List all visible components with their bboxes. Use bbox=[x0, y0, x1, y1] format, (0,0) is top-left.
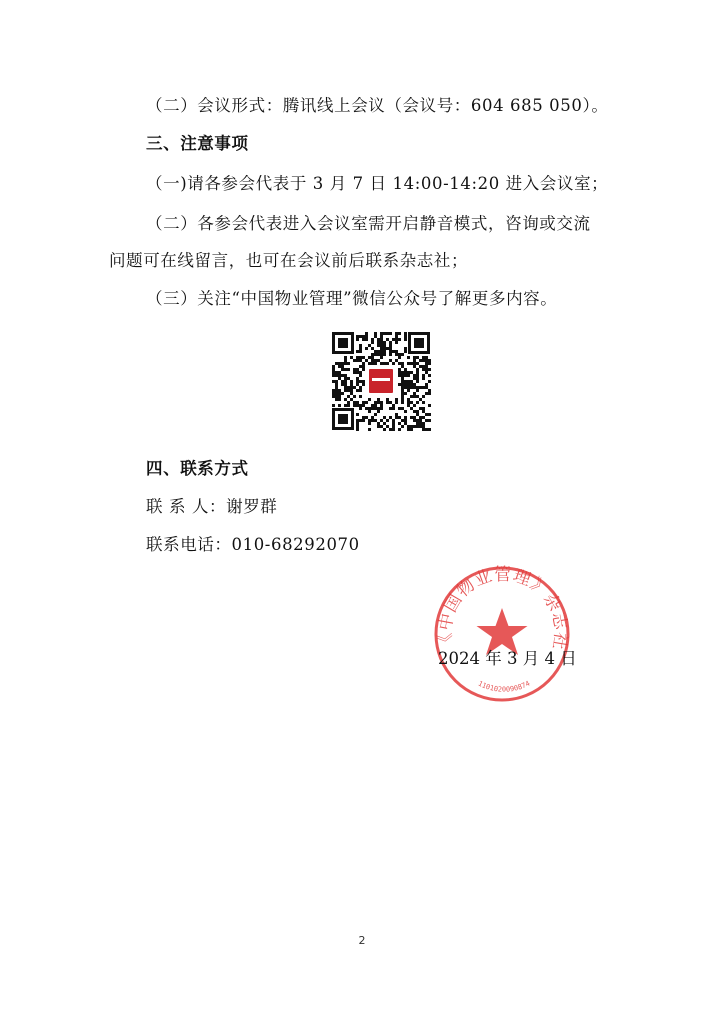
section-4-heading: 四、联系方式 bbox=[146, 459, 249, 478]
svg-text:《中国物业管理》杂志社: 《中国物业管理》杂志社 bbox=[435, 564, 571, 652]
section-3-heading: 三、注意事项 bbox=[146, 134, 249, 153]
qr-logo-icon bbox=[367, 367, 395, 395]
contact-person: 联 系 人：谢罗群 bbox=[146, 497, 278, 516]
official-seal-stamp bbox=[432, 564, 572, 704]
svg-text:1101020090874: 1101020090874 bbox=[476, 679, 532, 694]
page-number: 2 bbox=[358, 934, 366, 947]
notice-item-3: （三）关注“中国物业管理”微信公众号了解更多内容。 bbox=[146, 289, 558, 308]
signature-date: 2024 年 3 月 4 日 bbox=[438, 649, 577, 668]
notice-item-2-line-1: （二）各参会代表进入会议室需开启静音模式，咨询或交流 bbox=[146, 214, 591, 233]
notice-item-1: （一)请各参会代表于 3 月 7 日 14:00-14:20 进入会议室； bbox=[146, 174, 609, 193]
notice-item-2-line-2: 问题可在线留言，也可在会议前后联系杂志社； bbox=[109, 251, 469, 270]
contact-phone: 联系电话：010-68292070 bbox=[146, 535, 360, 554]
meeting-format-line: （二）会议形式：腾讯线上会议（会议号：604 685 050）。 bbox=[146, 96, 609, 115]
qr-code-icon bbox=[330, 330, 432, 432]
